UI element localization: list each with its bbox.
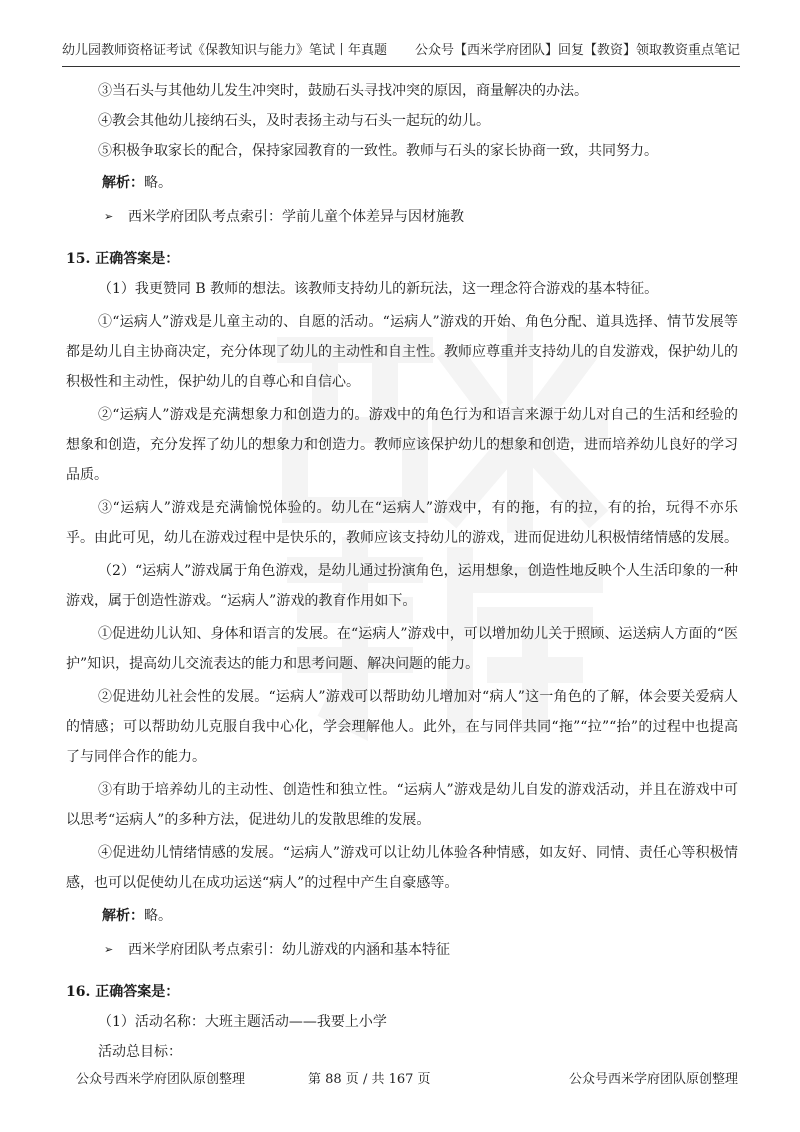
arrow-bullet-icon: ➢: [104, 210, 114, 223]
question-16-heading: 16. 正确答案是：: [66, 984, 180, 1000]
header-divider: [62, 66, 740, 67]
q15-paragraph: （1）我更赞同 B 教师的想法。该教师支持幼儿的新玩法，这一理念符合游戏的基本特征。: [98, 281, 659, 297]
answer-item: ③当石头与其他幼儿发生冲突时，鼓励石头寻找冲突的原因，商量解决的办法。: [98, 83, 588, 99]
document-body: [66, 76, 738, 1067]
analysis-text: 略。: [144, 908, 172, 924]
q15-paragraph: ③有助于培养幼儿的主动性、创造性和独立性。“运病人”游戏是幼儿自发的游戏活动，并且在游戏中可以思考“运病人”的多种方法，促进幼儿的发散思维的发展。: [66, 782, 738, 828]
answer-item: ④教会其他幼儿接纳石头，及时表扬主动与石头一起玩的幼儿。: [98, 113, 490, 129]
header-title: 幼儿园教师资格证考试《保教知识与能力》笔试丨年真题: [62, 43, 388, 58]
analysis-text: 略。: [144, 175, 172, 191]
q15-paragraph: （2）“运病人”游戏属于角色游戏，是幼儿通过扮演角色，运用想象，创造性地反映个人生活印象的一种游戏，属于创造性游戏。“运病人”游戏的教育作用如下。: [66, 563, 738, 609]
arrow-bullet-icon: ➢: [104, 943, 114, 956]
header-promo: 公众号【西米学府团队】回复【教资】领取教资重点笔记: [414, 43, 740, 58]
q15-paragraph: ②“运病人”游戏是充满想象力和创造力的。游戏中的角色行为和语言来源于幼儿对自己的生活和经验的想象和创造，充分发挥了幼儿的想象力和创造力。教师应该保护幼儿的想象和创造，进而培养幼儿良好的学习品质。: [66, 407, 738, 483]
page-number: 第 88 页 / 共 167 页: [308, 1072, 431, 1087]
q16-paragraph: 活动总目标：: [98, 1044, 182, 1060]
q15-paragraph: ③“运病人”游戏是充满愉悦体验的。幼儿在“运病人”游戏中，有的拖，有的拉，有的抬，玩得不亦乐乎。由此可见，幼儿在游戏过程中是快乐的，教师应该支持幼儿的游戏，进而促进幼儿积极情绪情感的发展。: [66, 500, 738, 546]
q15-paragraph: ①促进幼儿认知、身体和语言的发展。在“运病人”游戏中，可以增加幼儿关于照顾、运送病人方面的“医护”知识，提高幼儿交流表达的能力和思考问题、解决问题的能力。: [66, 626, 738, 672]
analysis-line: [66, 901, 738, 931]
footer-right: 公众号西米学府团队原创整理: [568, 1072, 738, 1087]
answer-item: ⑤积极争取家长的配合，保持家园教育的一致性。教师与石头的家长协商一致，共同努力。: [98, 143, 658, 159]
question-15-heading: 15. 正确答案是：: [66, 251, 180, 267]
footer-left: 公众号西米学府团队原创整理: [76, 1072, 246, 1087]
analysis-label: 解析：: [102, 175, 144, 191]
topic-index-bullet: ➢ 西米学府团队考点索引：学前儿童个体差异与因材施教: [66, 202, 738, 232]
analysis-label: 解析：: [102, 908, 144, 924]
analysis-line: [66, 168, 738, 198]
q15-paragraph: ①“运病人”游戏是儿童主动的、自愿的活动。“运病人”游戏的开始、角色分配、道具选择、情节发展等都是幼儿自主协商决定，充分体现了幼儿的主动性和自主性。教师应尊重并支持幼儿的自发游戏，保护幼儿的积极性和主动性，保护幼儿的自尊心和自信心。: [66, 314, 738, 390]
page-header: [62, 40, 740, 62]
q16-paragraph: （1）活动名称：大班主题活动——我要上小学: [98, 1014, 387, 1030]
topic-index-bullet: ➢ 西米学府团队考点索引：幼儿游戏的内涵和基本特征: [66, 935, 738, 965]
q15-paragraph: ④促进幼儿情绪情感的发展。“运病人”游戏可以让幼儿体验各种情感，如友好、同情、责任心等积极情感，也可以促使幼儿在成功运送“病人”的过程中产生自豪感等。: [66, 845, 738, 891]
q15-paragraph: ②促进幼儿社会性的发展。“运病人”游戏可以帮助幼儿增加对“病人”这一角色的了解，体会要关爱病人的情感；可以帮助幼儿克服自我中心化，学会理解他人。此外，在与同伴共同“拖”“拉”“抬”的过程中也提高了与同伴合作的能力。: [66, 689, 738, 765]
